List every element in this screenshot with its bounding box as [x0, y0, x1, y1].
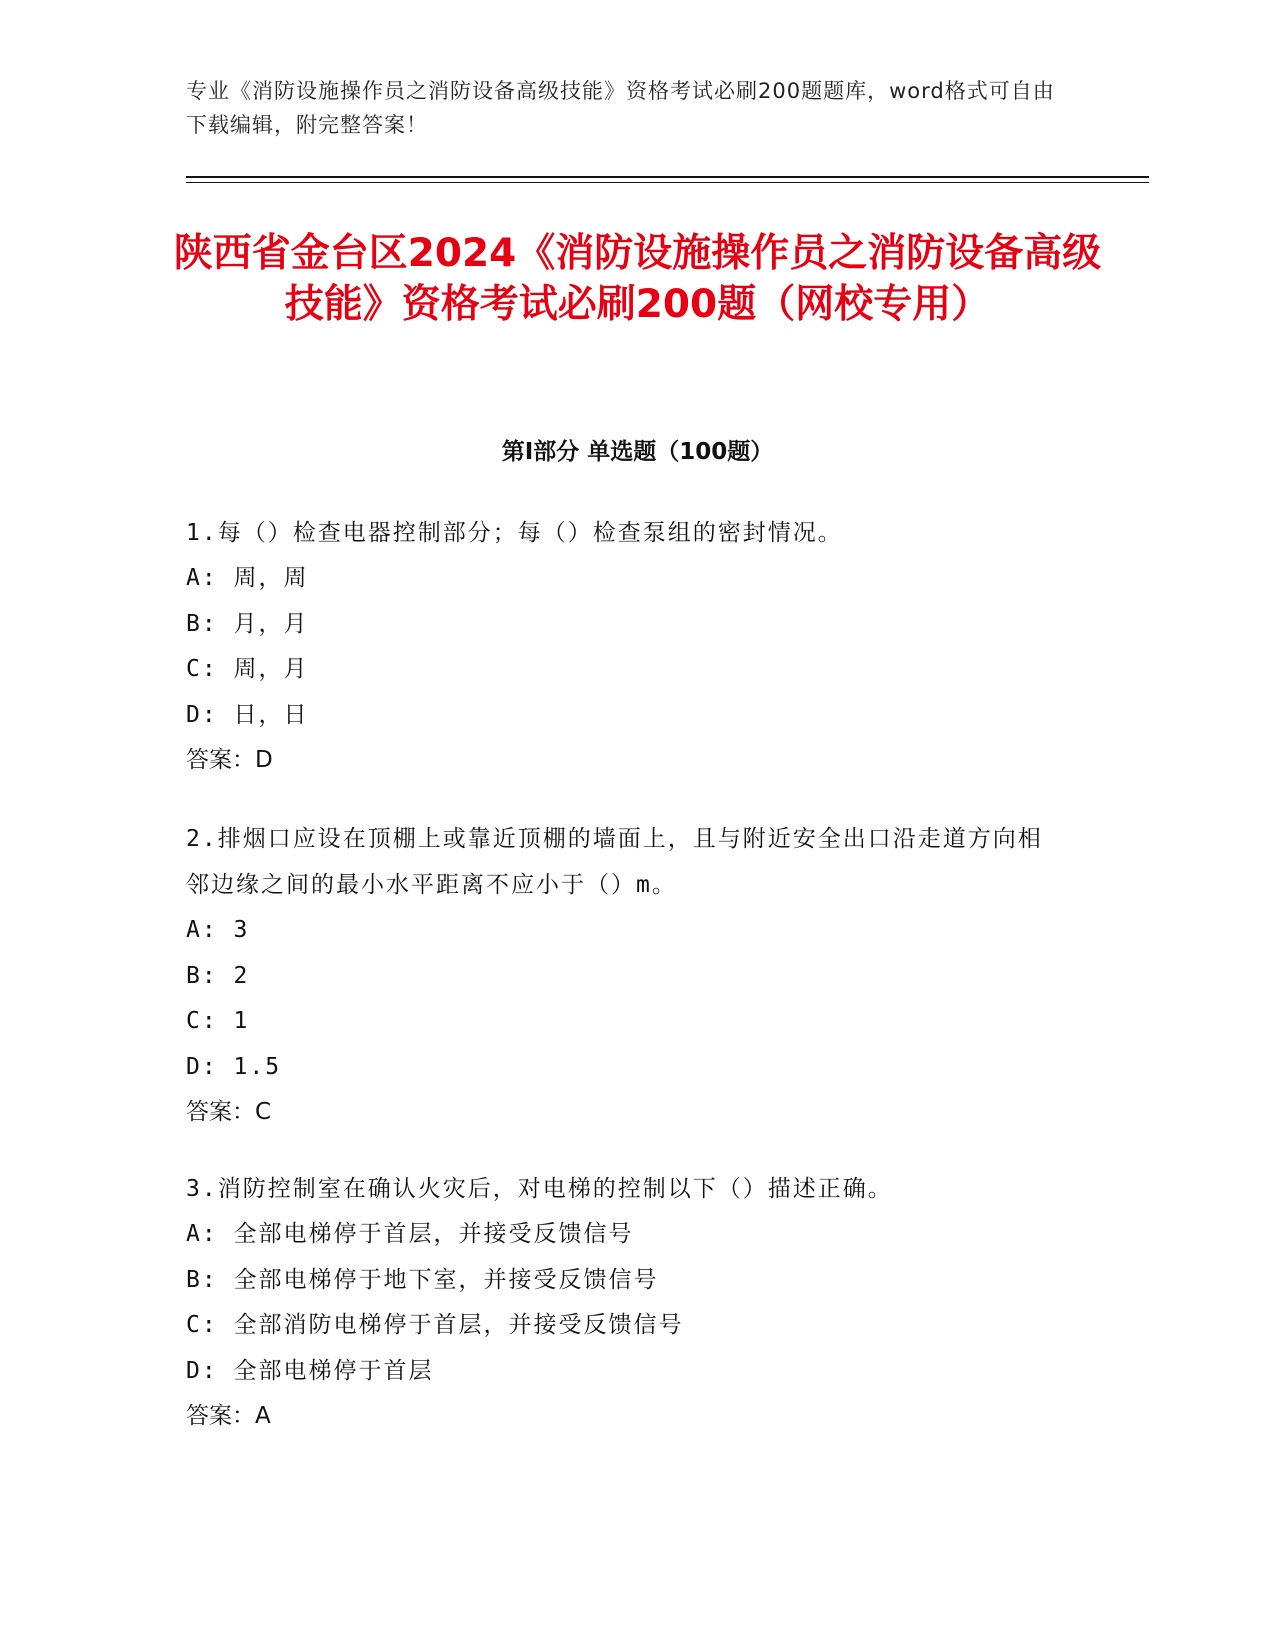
- option-a: A: 全部电梯停于首层，并接受反馈信号: [186, 1221, 634, 1247]
- question-stem: 1.每（）检查电器控制部分；每（）检查泵组的密封情况。: [186, 520, 843, 546]
- option-a: A: 周，周: [186, 565, 309, 591]
- section-heading: 第I部分 单选题（100题）: [501, 439, 774, 465]
- option-d: D: 1.5: [186, 1053, 282, 1080]
- option-d: D: 全部电梯停于首层: [186, 1357, 434, 1384]
- answer: 答案：C: [186, 1099, 272, 1125]
- option-b: B: 月，月: [186, 610, 309, 637]
- question-stem: 3.消防控制室在确认火灾后，对电梯的控制以下（）描述正确。: [186, 1176, 893, 1202]
- question-1: [186, 510, 1086, 783]
- option-b: B: 2: [186, 962, 250, 989]
- answer: 答案：D: [186, 747, 273, 773]
- answer: 答案：A: [186, 1403, 271, 1429]
- question-3: [186, 1166, 1086, 1439]
- option-b: B: 全部电梯停于地下室，并接受反馈信号: [186, 1266, 659, 1293]
- document-title: 陕西省金台区2024《消防设施操作员之消防设备高级技能》资格考试必刷200题（网校专用）: [173, 231, 1102, 327]
- option-c: C: 1: [186, 1008, 250, 1034]
- question-stem: 2.排烟口应设在顶棚上或靠近顶棚的墙面上，且与附近安全出口沿走道方向相邻边缘之间的最小水平距离不应小于（）m。: [186, 826, 1043, 898]
- option-d: D: 日，日: [186, 701, 309, 728]
- header-divider-thick: [186, 176, 1149, 178]
- question-2: [186, 816, 1056, 1135]
- option-c: C: 周，月: [186, 656, 309, 682]
- header-divider-thin: [186, 182, 1149, 183]
- header-note: 专业《消防设施操作员之消防设备高级技能》资格考试必刷200题题库，word格式可自由下载编辑，附完整答案！: [186, 79, 1055, 137]
- option-c: C: 全部消防电梯停于首层，并接受反馈信号: [186, 1312, 684, 1338]
- option-a: A: 3: [186, 917, 250, 943]
